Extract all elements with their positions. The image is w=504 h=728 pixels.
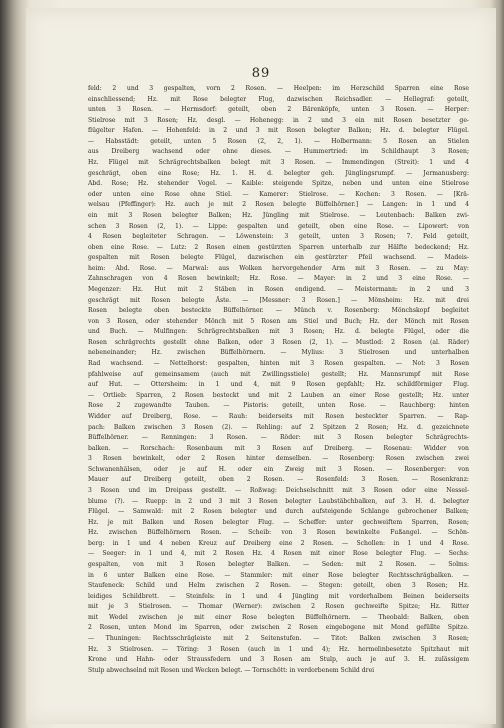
text-line: Rose 2 zugewandte Tauben. — Pistoris: geteilt, unten Rose. — Rauchberg: hinten [88, 402, 469, 410]
text-line: gespalten, von mit 3 Rosen belegter Balken. — Seden: mit 2 Rosen. — Solms: [88, 561, 469, 569]
text-line: leidiges Schildbrett. — Steinfels: in 1 und 4 Jüngling mit vorderhalbem Beinen beiderseits [88, 592, 469, 600]
text-line: oben eine Rose. — Lutz: 2 Rosen einen gestürzten Sparren unterhalb zur Hälfte bedeckend; Hz. [88, 243, 469, 251]
text-line: Hz. zwischen Büffelhörnern Rosen. — Scheib: von 3 Rosen bewinkelte Fußangel. — Schön- [88, 529, 469, 537]
text-line: flügelter Hafen. — Hohenfeld: in 2 und 3 mit Rosen belegter Balken; Hz. d. belegter Flügel. [88, 127, 469, 135]
text-line: Büffelhörner. — Renningen: 3 Rosen. — Röder: mit 3 Rosen belegter Schrägrechts- [88, 434, 469, 442]
text-line: pach: Balken zwischen 3 Rosen (2). — Rehling: auf 2 Spitzen 2 Rosen; Hz. d. gezeichnete [88, 423, 469, 431]
text-line: einschliessend; Hz. mit Rose belegter Flug, dazwischen Reichsadler. — Hellegraf: geteilt, [88, 95, 469, 103]
text-line: feld: 2 und 3 gespalten, vorn 2 Rosen. — Heelpen: im Herzschild Sparren eine Rose [88, 85, 469, 92]
text-line: pfahlweise auf gemeinsamem (auch mit Zwillingsstiele) gestellt; Hz. Mannsrumpf mit Rose [88, 370, 469, 378]
text-line: auf Hut. — Ottersheim: in 1 und 4, mit 9 Rosen gepfahlt; Hz. schildförmiger Flug. [88, 381, 469, 389]
text-line: nebeneinander; Hz. zwischen Büffelhörnern. — Mylius: 3 Stielrosen und unterhalben [88, 349, 469, 357]
text-line: balken. — Rorschach: Rosenbaum mit 3 Rosen auf Dreiberg. — Rosenau: Widder von [88, 444, 469, 452]
text-line: — Habsstädt: geteilt, unten 5 Rosen (2, 2, 1). — Holbermann: 5 Rosen an Stielen [88, 137, 469, 145]
text-line: Abd. Rose; Hz. stehender Vogel. — Kaible: steigende Spitze, neben und unten eine Stielrose [88, 180, 469, 188]
text-line: Krone und Hahn- oder Straussfedern und 3 Rosen am Stulp, auch je auf 3. H. zulässigem [88, 656, 469, 664]
text-line: Hz. 3 Stielrosen. — Töring: 3 Rosen (auch in 1 und 4); Hz. hermelinbesetzte Spitzhaut mit [88, 645, 469, 653]
text-line: welsau (Pfeffinger): Hz. auch je mit 2 Rosen belegte Büffelhörner.] — Langen: in 1 und 4 [88, 201, 469, 209]
text-line: Rosen schrägrechts gestellt ohne Balken, oder 3 Rosen (2, 1). — Mustlod: 2 Rosen (al. Räder) [88, 338, 469, 346]
text-line: Megenzer: Hz. Hut mit 2 Stäben in Rosen endigend. — Meistermann: in 2 und 3 [88, 285, 469, 293]
text-line: Schwanenhälsen, oder je auf H. oder ein Zweig mit 3 Rosen. — Rosenberger: von [88, 465, 469, 473]
text-line: Rad wachsend. — Nettelhorst: gespalten, hinten mit 3 Rosen gespalten. — Not: 3 Rosen [88, 360, 469, 368]
text-line: — Thuningen: Rechtsschrägleiste mit 2 Seitenstufen. — Titot: Balken zwischen 3 Rosen; [88, 635, 469, 643]
text-line: — Seeger: in 1 und 4, mit 2 Rosen Hz. 4 Rosen mit einer Rose belegter Flug. — Sechs: [88, 550, 469, 558]
text-line: gespalten mit Rosen belegte Flügel, dazwischen ein gestürzter Pfeil wachsend. — Madeis- [88, 254, 469, 262]
text-line: in 6 unter Balken eine Rose. — Stammler: mit einer Rose belegter Rechtsschrägbalken. — [88, 571, 469, 579]
text-line: Zahnschragen von 4 Rosen bewinkelt; Hz. Rose. — Mayer: in 2 und 3 eine Rose. — [88, 275, 469, 283]
text-line: unten 3 Rosen. — Hermsdorf: geteilt, oben 2 Bärenköpfe, unten 3 Rosen. — Herper: [88, 106, 469, 114]
text-line: berg: in 1 und 4 neben Kreuz auf Dreiberg eine 2 Rosen. — Schollen: in 1 und 4 Rose. [88, 539, 469, 547]
text-line: Hz. je mit Balken und Rosen belegter Flug. — Scheffer: unter gechweiftem Sparren, Rosen; [88, 518, 469, 526]
text-line: geschrägt, oben eine Rose; Hz. 1. H. d. belegter geh. Jünglingsrumpf. — Jermanusberg: [88, 169, 469, 177]
text-line: aus Dreiberg wachsend oder ohne dieses. — Hummertried: im Schildhaupt 3 Rosen; [88, 148, 469, 156]
text-line: mit je 3 Stielrosen. — Thomar (Werner): zwischen 2 Rosen gechweifte Spitze; Hz. Ritter [88, 603, 469, 611]
text-line: Staufeneck: Schild und Helm zwischen 2 Rosen. — Stegen: geteilt, oben 3 Rosen; Hz. [88, 582, 469, 590]
text-line: Mauer auf Dreiberg geteilt, oben 2 Rosen. — Rosenfeld: 3 Rosen. — Rosenkranz: [88, 476, 469, 484]
text-line: 3 Rosen bewinkelt, oder 2 Rosen hinter demselben. — Rosenberg: Rosen zwischen zwei [88, 455, 469, 463]
text-line: oder unten eine Rose ohne Stiel. — Kamerer: Stielrose. — Kochen: 3 Rosen. — [Krä- [88, 190, 469, 198]
text-line: 2 Rosen, unten Mond im Sparren, oder zwischen 2 Rosen eingebogene mit Mond gefüllte Spitze. [88, 624, 469, 632]
text-line: und Buch. — Mulfingen: Schrägrechtsbalken mit 3 Rosen; Hz. d. belegte Flügel, oder die [88, 328, 469, 336]
text-line: Stielrose mit 3 Rosen; Hz. desgl. — Hohenegg: in 2 und 3 ein mit Rosen besetzter ge- [88, 116, 469, 124]
text-line: ein mit 3 Rosen belegter Balken; Hz. Jüngling mit Stielrose. — Leutenbach: Balken zwi- [88, 211, 469, 219]
page-number: 89 [251, 66, 271, 81]
text-line: 4 Rosen begleiteter Schragen. — Löwenstein: 3 geteilt, unten 3 Rosen; 7. Feld geteilt, [88, 233, 469, 241]
text-line: Widder auf Dreiberg, Rose. — Rauh: beiderseits mit Rosen besteckter Sparren. — Rap- [88, 412, 469, 420]
text-line: mit Wedel zwischen je mit einer Rose belegten Büffelhörnern. — Theobald: Balken, oben [88, 613, 469, 621]
text-line: — Ortlieb: Sparren, 2 Rosen besteckt und mit 2 Lauben an einer Rose gestellt; Hz. unter [88, 391, 469, 399]
text-line: geschrägt mit Rosen belegte Äste. — [Messner: 3 Rosen.] — Mönsheim: Hz. mit drei [88, 296, 469, 304]
text-line: heim: Abd. Rose. — Marwal: aus Wolken hervorgehender Arm mit 3 Rosen. — zu May: [88, 264, 469, 272]
text-line: 3 Rosen und im Dreipass gestellt. — Roßwag: Deichselschnitt mit 3 Rosen oder eine Nessel- [88, 486, 469, 494]
text-line: Rosen belegte oben besteckte Büffelhörner. — Münch v. Rosenberg: Mönchskopf begleitet [88, 307, 469, 315]
text-line: von 3 Rosen, oder stehender Mönch mit 5 Rosen am Stiel und Buch; Hz. der Mönch mit Rosen [88, 317, 469, 325]
text-line: blume (?). — Ruepp: in 2 und 3 mit 3 Rosen belegter Laubstäbchbalken, auf 3. H. d. belegter [88, 497, 469, 505]
text-line: Flügel. — Samwald: mit 2 Rosen belegter und durch aufsteigende Schlange gebrochener Balken; [88, 508, 469, 516]
text-line: schen 3 Rosen (2, 1). — Lippe: gespalten und geteilt, oben eine Rose. — Lipowert: von [88, 222, 469, 230]
text-line: Stulp abwechselnd mit Rosen und Wecken belegt. — Tornschött: in verdorbenem Schild drei [88, 666, 375, 674]
body-text [88, 84, 469, 676]
text-line: Hz. Flügel mit Schrägrechtsbalken belegt mit 3 Rosen. — Immendingen (Streit): 1 und 4 [88, 159, 469, 167]
